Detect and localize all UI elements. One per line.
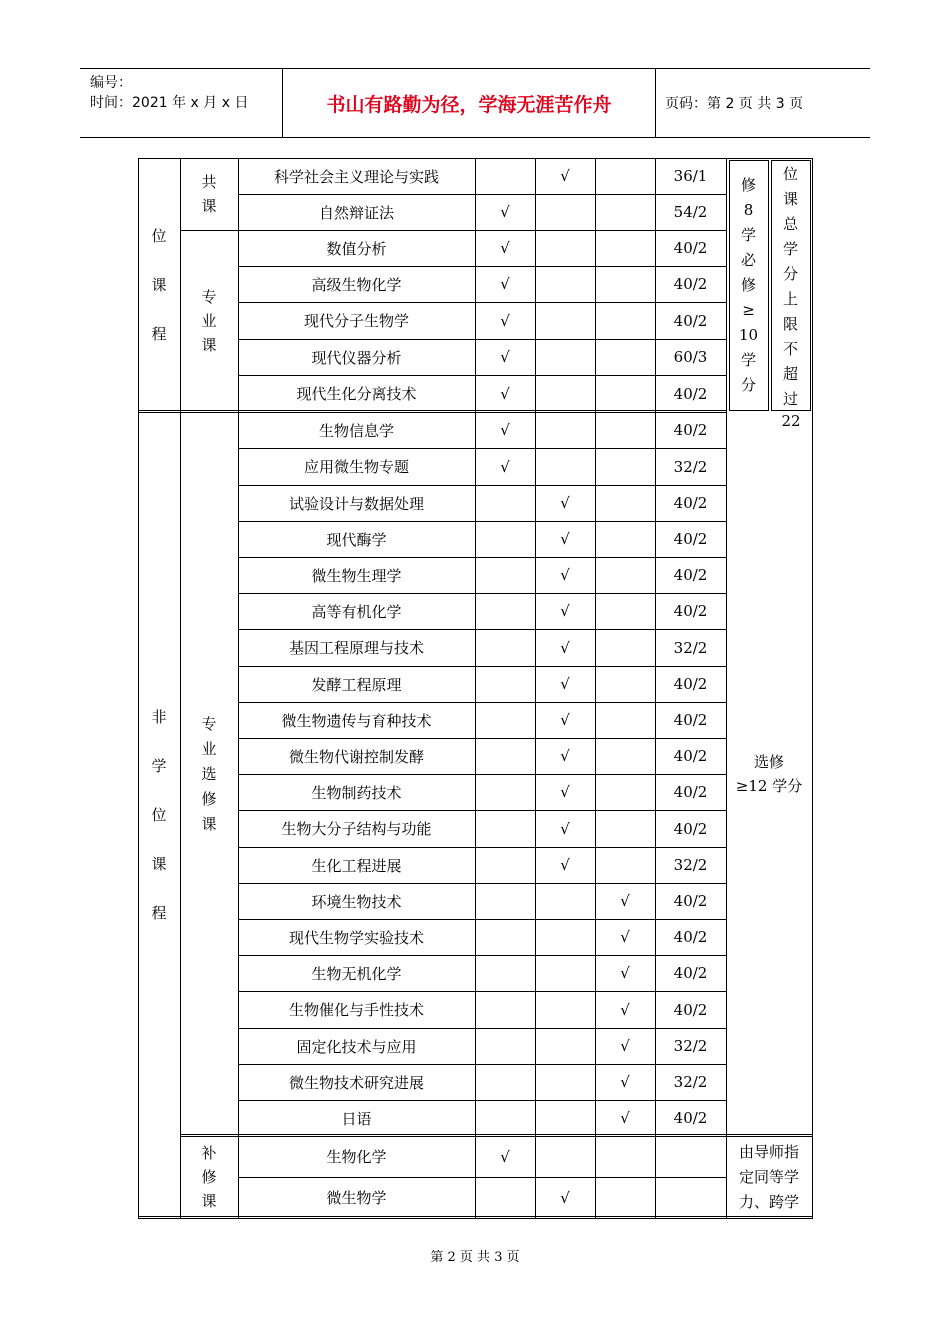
row-rule bbox=[238, 847, 727, 848]
check-col-2 bbox=[535, 991, 595, 1028]
note-required-min-char: 10 bbox=[738, 325, 759, 344]
check-col-2: √ bbox=[560, 530, 570, 548]
course-name: 现代生物学实验技术 bbox=[288, 928, 424, 947]
group-degree-courses bbox=[138, 158, 180, 412]
course-hours bbox=[655, 1136, 726, 1177]
check-col-1 bbox=[475, 1028, 535, 1064]
check-col-3 bbox=[595, 412, 655, 448]
note-line: ≥12 学分 bbox=[735, 777, 803, 795]
column-rule bbox=[475, 158, 476, 1218]
course-hours: 40/2 bbox=[673, 964, 708, 982]
course-name: 固定化技术与应用 bbox=[296, 1037, 417, 1056]
course-hours: 40/2 bbox=[673, 928, 708, 946]
check-col-2 bbox=[535, 955, 595, 991]
course-name: 生物催化与手性技术 bbox=[288, 1001, 424, 1019]
row-rule bbox=[238, 1100, 727, 1101]
check-col-3 bbox=[595, 847, 655, 883]
check-col-3 bbox=[595, 485, 655, 521]
row-rule bbox=[238, 339, 727, 340]
course-hours: 40/2 bbox=[673, 421, 708, 439]
column-rule bbox=[238, 158, 239, 1218]
check-col-2 bbox=[535, 1136, 595, 1177]
course-hours: 40/2 bbox=[673, 566, 708, 584]
note-total-limit-char: 学 bbox=[782, 240, 798, 258]
row-rule bbox=[238, 230, 727, 231]
note-total-limit bbox=[771, 160, 810, 410]
row-rule bbox=[238, 810, 727, 811]
check-col-2: √ bbox=[560, 819, 570, 838]
subgroup-elective-char: 业 bbox=[201, 739, 217, 758]
course-name: 生物大分子结构与功能 bbox=[281, 820, 432, 838]
row-rule bbox=[238, 557, 727, 558]
time-label: 时间：2021 年 x 月 x 日 bbox=[90, 95, 249, 111]
check-col-3 bbox=[595, 230, 655, 266]
check-col-1: √ bbox=[500, 1147, 510, 1166]
note-total-limit-char: 不 bbox=[782, 340, 798, 358]
check-col-1 bbox=[475, 1100, 535, 1136]
note-required-min bbox=[729, 160, 768, 410]
column-rule bbox=[655, 158, 656, 1218]
group-nondegree-courses bbox=[138, 412, 180, 1218]
course-name: 环境生物技术 bbox=[311, 892, 402, 911]
check-col-3 bbox=[595, 448, 655, 485]
course-hours: 40/2 bbox=[673, 675, 708, 693]
check-col-1: √ bbox=[500, 384, 510, 403]
course-name: 高级生物化学 bbox=[311, 275, 402, 294]
note-total-limit-char: 总 bbox=[782, 215, 798, 233]
check-col-2: √ bbox=[560, 167, 570, 185]
course-hours: 40/2 bbox=[673, 783, 708, 801]
subgroup-public-char: 共 bbox=[201, 173, 217, 191]
group-degree-courses-char: 课 bbox=[151, 275, 167, 294]
subgroup-remedial bbox=[180, 1136, 238, 1218]
check-col-2 bbox=[535, 412, 595, 448]
row-rule bbox=[238, 266, 727, 267]
header-divider bbox=[655, 69, 656, 137]
row-rule bbox=[238, 774, 727, 775]
note-elective-min bbox=[726, 412, 812, 1136]
course-name: 生化工程进展 bbox=[311, 856, 402, 875]
check-col-2 bbox=[535, 339, 595, 375]
check-col-1 bbox=[475, 738, 535, 774]
check-col-3 bbox=[595, 521, 655, 557]
note-total-limit-char: 位 bbox=[782, 165, 798, 183]
header-motto: 书山有路勤为径，学海无涯苦作舟 bbox=[326, 93, 612, 116]
row-rule bbox=[238, 521, 727, 522]
course-hours bbox=[655, 1177, 726, 1218]
note-box bbox=[771, 160, 772, 410]
course-name: 微生物生理学 bbox=[311, 566, 402, 585]
check-col-3 bbox=[595, 266, 655, 302]
course-name: 微生物代谢控制发酵 bbox=[288, 747, 424, 766]
row-rule bbox=[238, 629, 727, 630]
row-rule bbox=[238, 375, 727, 376]
note-required-min-char: 修 bbox=[740, 175, 756, 194]
subgroup-remedial-char: 课 bbox=[201, 1192, 217, 1210]
check-col-3 bbox=[595, 1136, 655, 1177]
note-remedial-char: 由导师指 bbox=[738, 1142, 799, 1161]
course-name: 应用微生物专题 bbox=[303, 458, 409, 476]
check-col-1: √ bbox=[500, 348, 510, 366]
check-col-2 bbox=[535, 194, 595, 230]
check-col-2: √ bbox=[560, 675, 570, 693]
course-hours: 40/2 bbox=[673, 711, 708, 729]
course-hours: 54/2 bbox=[673, 203, 708, 221]
check-col-1 bbox=[475, 521, 535, 557]
check-col-1: √ bbox=[500, 203, 510, 221]
check-col-3: √ bbox=[620, 1037, 630, 1055]
check-col-1: √ bbox=[500, 275, 510, 293]
check-col-3: √ bbox=[620, 964, 630, 982]
check-col-2 bbox=[535, 1028, 595, 1064]
check-col-1 bbox=[475, 991, 535, 1028]
course-name: 日语 bbox=[341, 1109, 372, 1128]
course-name: 科学社会主义理论与实践 bbox=[273, 167, 439, 186]
note-required-min-char: 必 bbox=[740, 250, 756, 269]
column-rule bbox=[180, 158, 181, 1218]
note-required-min-char: 修 bbox=[740, 275, 756, 294]
course-name: 现代分子生物学 bbox=[303, 312, 409, 330]
course-hours: 40/2 bbox=[673, 530, 708, 548]
check-col-3 bbox=[595, 158, 655, 194]
course-name: 自然辩证法 bbox=[318, 203, 394, 222]
row-rule bbox=[238, 302, 727, 303]
note-required-min-char: 学 bbox=[740, 350, 756, 369]
header-page-number: 页码：第 2 页 共 3 页 bbox=[665, 96, 804, 112]
course-name: 微生物遗传与育种技术 bbox=[281, 711, 432, 730]
column-rule bbox=[535, 158, 536, 1218]
check-col-3 bbox=[595, 774, 655, 810]
note-box bbox=[768, 160, 769, 410]
course-name: 发酵工程原理 bbox=[311, 675, 402, 694]
check-col-3 bbox=[595, 810, 655, 847]
note-remedial-char: 力、跨学 bbox=[738, 1192, 799, 1211]
check-col-3 bbox=[595, 593, 655, 629]
course-hours: 32/2 bbox=[673, 856, 708, 874]
check-col-2 bbox=[535, 1100, 595, 1136]
check-col-3 bbox=[595, 339, 655, 375]
course-hours: 32/2 bbox=[673, 638, 708, 657]
check-col-2 bbox=[535, 448, 595, 485]
course-hours: 40/2 bbox=[673, 892, 708, 910]
group-nondegree-courses-char: 程 bbox=[151, 903, 167, 922]
row-rule bbox=[238, 194, 727, 195]
check-col-1: √ bbox=[500, 421, 510, 439]
note-required-min-char: ≥ bbox=[742, 300, 755, 319]
group-rule bbox=[180, 230, 239, 231]
course-name: 现代生化分离技术 bbox=[296, 385, 417, 403]
check-col-1 bbox=[475, 629, 535, 666]
note-box bbox=[729, 160, 730, 410]
check-col-2: √ bbox=[560, 566, 570, 584]
check-col-1 bbox=[475, 485, 535, 521]
note-required-min-char: 8 bbox=[743, 200, 754, 219]
check-col-1 bbox=[475, 810, 535, 847]
row-rule bbox=[238, 1064, 727, 1065]
subgroup-major-char: 专 bbox=[201, 288, 217, 306]
check-col-2 bbox=[535, 302, 595, 339]
note-total-limit-char: 分 bbox=[782, 265, 798, 283]
course-name: 生物制药技术 bbox=[311, 783, 402, 802]
check-col-1 bbox=[475, 955, 535, 991]
check-col-3 bbox=[595, 1177, 655, 1218]
row-rule bbox=[238, 991, 727, 992]
check-col-2 bbox=[535, 883, 595, 919]
course-name: 生物信息学 bbox=[318, 421, 394, 440]
check-col-1 bbox=[475, 1177, 535, 1218]
note-total-limit-char: 上 bbox=[782, 290, 798, 308]
table-border bbox=[138, 158, 139, 1218]
course-hours: 40/2 bbox=[673, 1000, 708, 1019]
check-col-2: √ bbox=[560, 602, 570, 620]
row-rule bbox=[238, 883, 727, 884]
check-col-1: √ bbox=[500, 311, 510, 330]
note-total-limit-char: 课 bbox=[782, 190, 798, 208]
subgroup-major bbox=[180, 230, 238, 412]
check-col-1: √ bbox=[500, 239, 510, 257]
note-total-limit-char: 超 bbox=[782, 365, 798, 383]
row-rule bbox=[238, 448, 727, 449]
check-col-1 bbox=[475, 1064, 535, 1100]
subgroup-elective bbox=[180, 412, 238, 1136]
row-rule bbox=[238, 485, 727, 486]
course-hours: 32/2 bbox=[673, 1073, 708, 1091]
course-hours: 40/2 bbox=[673, 1109, 708, 1127]
column-rule bbox=[595, 158, 596, 1218]
group-nondegree-courses-char: 非 bbox=[151, 707, 167, 726]
check-col-3 bbox=[595, 702, 655, 738]
group-rule bbox=[138, 410, 727, 413]
check-col-2: √ bbox=[560, 1188, 570, 1207]
subgroup-elective-char: 选 bbox=[201, 764, 217, 783]
subgroup-elective-char: 专 bbox=[201, 714, 217, 733]
note-line: 选修 bbox=[753, 753, 784, 771]
group-nondegree-courses-char: 位 bbox=[151, 805, 167, 824]
check-col-1: √ bbox=[500, 457, 510, 476]
course-hours: 40/2 bbox=[673, 384, 708, 403]
check-col-2: √ bbox=[560, 494, 570, 512]
check-col-3 bbox=[595, 194, 655, 230]
check-col-2 bbox=[535, 1064, 595, 1100]
check-col-3 bbox=[595, 738, 655, 774]
table-border bbox=[812, 158, 813, 1218]
check-col-3 bbox=[595, 666, 655, 702]
subgroup-elective-char: 课 bbox=[201, 814, 217, 833]
course-hours: 40/2 bbox=[673, 239, 708, 257]
subgroup-remedial-char: 补 bbox=[201, 1144, 217, 1162]
course-hours: 40/2 bbox=[673, 819, 708, 838]
check-col-2: √ bbox=[560, 856, 570, 874]
check-col-1 bbox=[475, 557, 535, 593]
row-rule bbox=[238, 955, 727, 956]
page-header bbox=[80, 68, 870, 138]
note-box bbox=[729, 410, 769, 411]
note-box bbox=[810, 160, 811, 410]
check-col-1 bbox=[475, 883, 535, 919]
course-name: 现代酶学 bbox=[326, 530, 387, 549]
row-rule bbox=[238, 702, 727, 703]
subgroup-remedial-char: 修 bbox=[201, 1168, 217, 1186]
row-rule bbox=[238, 666, 727, 667]
course-hours: 40/2 bbox=[673, 747, 708, 765]
group-nondegree-courses-char: 学 bbox=[151, 756, 167, 775]
course-name: 数值分析 bbox=[326, 239, 387, 258]
course-hours: 32/2 bbox=[673, 1037, 708, 1055]
note-required-min-char: 分 bbox=[740, 375, 756, 394]
course-name: 高等有机化学 bbox=[311, 602, 402, 621]
note-remedial-char: 定同等学 bbox=[738, 1167, 799, 1186]
course-name: 现代仪器分析 bbox=[311, 348, 402, 367]
course-hours: 36/1 bbox=[673, 167, 708, 185]
check-col-1 bbox=[475, 593, 535, 629]
check-col-1 bbox=[475, 847, 535, 883]
check-col-3: √ bbox=[620, 892, 630, 910]
check-col-3 bbox=[595, 629, 655, 666]
check-col-2: √ bbox=[560, 638, 570, 657]
check-col-1 bbox=[475, 919, 535, 955]
subgroup-major-char: 业 bbox=[201, 312, 217, 330]
check-col-3 bbox=[595, 557, 655, 593]
group-rule bbox=[180, 1134, 813, 1137]
column-rule bbox=[726, 158, 727, 1218]
note-total-limit-char: 限 bbox=[782, 315, 798, 333]
subgroup-elective-char: 修 bbox=[201, 789, 217, 808]
check-col-3 bbox=[595, 375, 655, 412]
row-rule bbox=[238, 1177, 727, 1178]
course-hours: 40/2 bbox=[673, 275, 708, 293]
check-col-2 bbox=[535, 919, 595, 955]
group-nondegree-courses-char: 课 bbox=[151, 854, 167, 873]
course-hours: 40/2 bbox=[673, 494, 708, 512]
check-col-3: √ bbox=[620, 1073, 630, 1091]
check-col-3: √ bbox=[620, 1000, 630, 1019]
header-meta bbox=[80, 69, 282, 137]
check-col-1 bbox=[475, 666, 535, 702]
check-col-2: √ bbox=[560, 747, 570, 765]
check-col-3 bbox=[595, 302, 655, 339]
check-col-2: √ bbox=[560, 711, 570, 729]
number-label: 编号： bbox=[90, 75, 132, 91]
row-rule bbox=[238, 919, 727, 920]
course-hours: 40/2 bbox=[673, 602, 708, 620]
check-col-1 bbox=[475, 158, 535, 194]
course-name: 生物无机化学 bbox=[311, 964, 402, 983]
course-name: 试验设计与数据处理 bbox=[288, 494, 424, 513]
course-hours: 60/3 bbox=[673, 348, 708, 366]
note-total-limit-char: 过 bbox=[782, 390, 798, 408]
course-name: 微生物学 bbox=[326, 1189, 387, 1207]
course-name: 生物化学 bbox=[326, 1148, 387, 1166]
subgroup-major-char: 课 bbox=[201, 336, 217, 354]
page-footer: 第 2 页 共 3 页 bbox=[430, 1250, 520, 1265]
check-col-3: √ bbox=[620, 1109, 630, 1127]
course-hours: 32/2 bbox=[673, 457, 708, 476]
row-rule bbox=[238, 738, 727, 739]
subgroup-public-char: 课 bbox=[201, 197, 217, 215]
note-box bbox=[729, 160, 769, 161]
course-name: 微生物技术研究进展 bbox=[288, 1073, 424, 1092]
check-col-1 bbox=[475, 702, 535, 738]
note-box bbox=[771, 410, 811, 411]
check-col-2 bbox=[535, 266, 595, 302]
note-required-min-char: 学 bbox=[740, 225, 756, 244]
check-col-2: √ bbox=[560, 783, 570, 801]
course-name: 基因工程原理与技术 bbox=[288, 639, 424, 657]
group-degree-courses-char: 程 bbox=[151, 324, 167, 343]
note-total-limit-value: 22 bbox=[781, 412, 801, 430]
check-col-2 bbox=[535, 230, 595, 266]
group-degree-courses-char: 位 bbox=[151, 226, 167, 245]
row-rule bbox=[238, 593, 727, 594]
note-remedial bbox=[726, 1136, 812, 1218]
check-col-2 bbox=[535, 375, 595, 412]
check-col-3: √ bbox=[620, 928, 630, 946]
check-col-1 bbox=[475, 774, 535, 810]
subgroup-public bbox=[180, 158, 238, 230]
note-box bbox=[771, 160, 811, 161]
course-hours: 40/2 bbox=[673, 311, 708, 330]
row-rule bbox=[238, 1028, 727, 1029]
